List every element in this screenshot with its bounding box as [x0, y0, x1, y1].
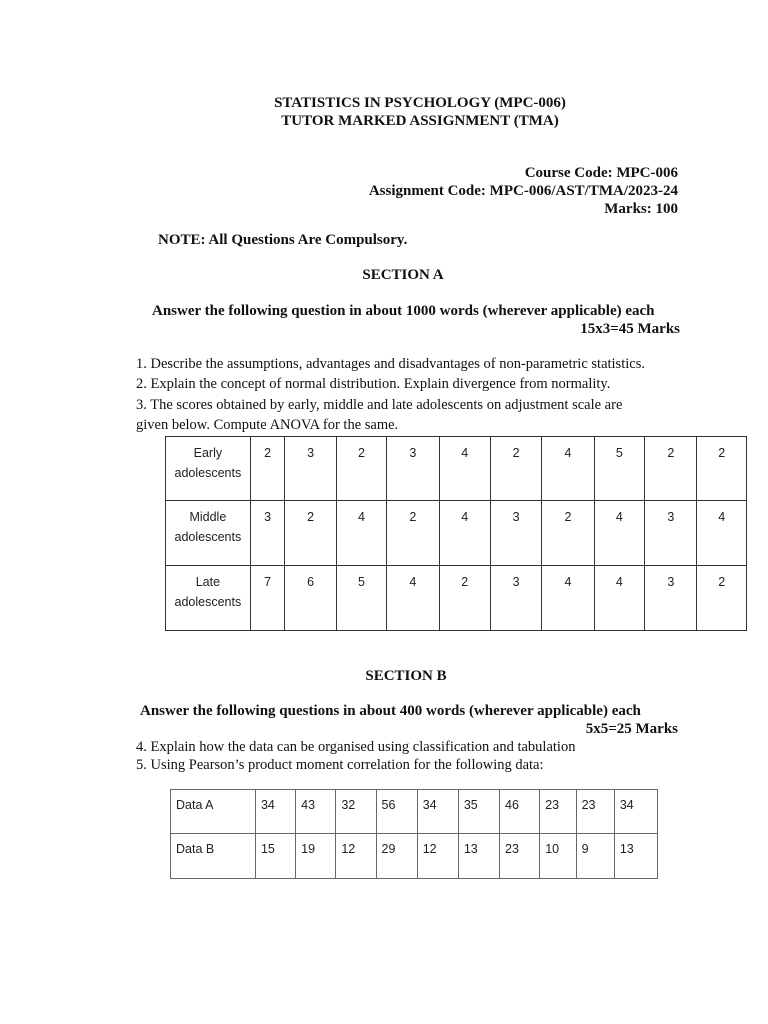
question-3-line1: 3. The scores obtained by early, middle and late adolescents on adjustment scale are — [136, 397, 623, 413]
table-cell: 9 — [576, 834, 614, 879]
table-cell: 2 — [439, 566, 490, 631]
table-cell: 2 — [285, 501, 336, 566]
section-b-marks: 5x5=25 Marks — [585, 721, 678, 737]
section-a-instruction: Answer the following question in about 1000 words (wherever applicable) each — [152, 303, 655, 319]
row-label-middle: Middle adolescents — [166, 501, 251, 566]
table-cell: 3 — [645, 501, 697, 566]
section-a-marks: 15x3=45 Marks — [580, 321, 680, 337]
table-row — [166, 437, 747, 501]
table-cell: 34 — [417, 790, 458, 834]
table-cell: 13 — [614, 834, 657, 879]
table-cell: 23 — [576, 790, 614, 834]
table-cell: 4 — [387, 566, 439, 631]
table-cell: 12 — [336, 834, 376, 879]
table-cell: 2 — [645, 437, 697, 501]
table-cell: 3 — [490, 566, 541, 631]
table-row — [171, 790, 658, 834]
table-cell: 6 — [285, 566, 336, 631]
table-cell: 56 — [376, 790, 417, 834]
section-b-heading: SECTION B — [365, 668, 447, 684]
table-cell: 4 — [336, 501, 386, 566]
row-label-data-b: Data B — [171, 834, 256, 879]
table-cell: 4 — [594, 501, 644, 566]
row-label-late: Late adolescents — [166, 566, 251, 631]
table-cell: 2 — [697, 437, 747, 501]
course-code: Course Code: MPC-006 — [524, 165, 678, 181]
question-5: 5. Using Pearson’s product moment correlation for the following data: — [136, 757, 544, 773]
table-cell: 12 — [417, 834, 458, 879]
table-cell: 5 — [594, 437, 644, 501]
table-cell: 19 — [296, 834, 336, 879]
assignment-code: Assignment Code: MPC-006/AST/TMA/2023-24 — [368, 183, 678, 199]
table-cell: 4 — [594, 566, 644, 631]
table-cell: 3 — [285, 437, 336, 501]
table-cell: 43 — [296, 790, 336, 834]
document-title: STATISTICS IN PSYCHOLOGY (MPC-006) — [274, 95, 566, 111]
table-cell: 5 — [336, 566, 386, 631]
section-a-heading: SECTION A — [362, 267, 444, 283]
table-cell: 32 — [336, 790, 376, 834]
document-subtitle: TUTOR MARKED ASSIGNMENT (TMA) — [281, 113, 559, 129]
row-label-data-a: Data A — [171, 790, 256, 834]
note: NOTE: All Questions Are Compulsory. — [158, 232, 408, 248]
table-cell: 34 — [255, 790, 295, 834]
table-cell: 35 — [458, 790, 499, 834]
table-cell: 3 — [387, 437, 439, 501]
table-row — [171, 834, 658, 879]
table-cell: 4 — [697, 501, 747, 566]
table-cell: 3 — [490, 501, 541, 566]
table-cell: 13 — [458, 834, 499, 879]
table-row — [166, 501, 747, 566]
table-cell: 2 — [387, 501, 439, 566]
table-cell: 23 — [540, 790, 576, 834]
section-b-instruction: Answer the following questions in about 400 words (wherever applicable) each — [140, 703, 641, 719]
table-cell: 4 — [439, 501, 490, 566]
row-label-early: Early adolescents — [166, 437, 251, 501]
anova-scores-table — [165, 436, 747, 631]
table-cell: 15 — [255, 834, 295, 879]
table-cell: 2 — [697, 566, 747, 631]
table-cell: 3 — [645, 566, 697, 631]
table-cell: 7 — [250, 566, 285, 631]
question-2: 2. Explain the concept of normal distribution. Explain divergence from normality. — [136, 376, 611, 392]
table-cell: 34 — [614, 790, 657, 834]
question-3-line2: given below. Compute ANOVA for the same. — [136, 417, 399, 433]
table-row — [166, 566, 747, 631]
table-cell: 4 — [542, 437, 594, 501]
table-cell: 4 — [542, 566, 594, 631]
table-cell: 2 — [336, 437, 386, 501]
table-cell: 10 — [540, 834, 576, 879]
table-cell: 46 — [500, 790, 540, 834]
table-cell: 23 — [500, 834, 540, 879]
table-cell: 4 — [439, 437, 490, 501]
marks-total: Marks: 100 — [604, 201, 678, 217]
table-cell: 2 — [250, 437, 285, 501]
correlation-data-table — [170, 789, 658, 879]
table-cell: 29 — [376, 834, 417, 879]
question-1: 1. Describe the assumptions, advantages and disadvantages of non-parametric statistics. — [136, 356, 645, 372]
table-cell: 2 — [490, 437, 541, 501]
question-4: 4. Explain how the data can be organised using classification and tabulation — [136, 739, 576, 755]
table-cell: 2 — [542, 501, 594, 566]
table-cell: 3 — [250, 501, 285, 566]
